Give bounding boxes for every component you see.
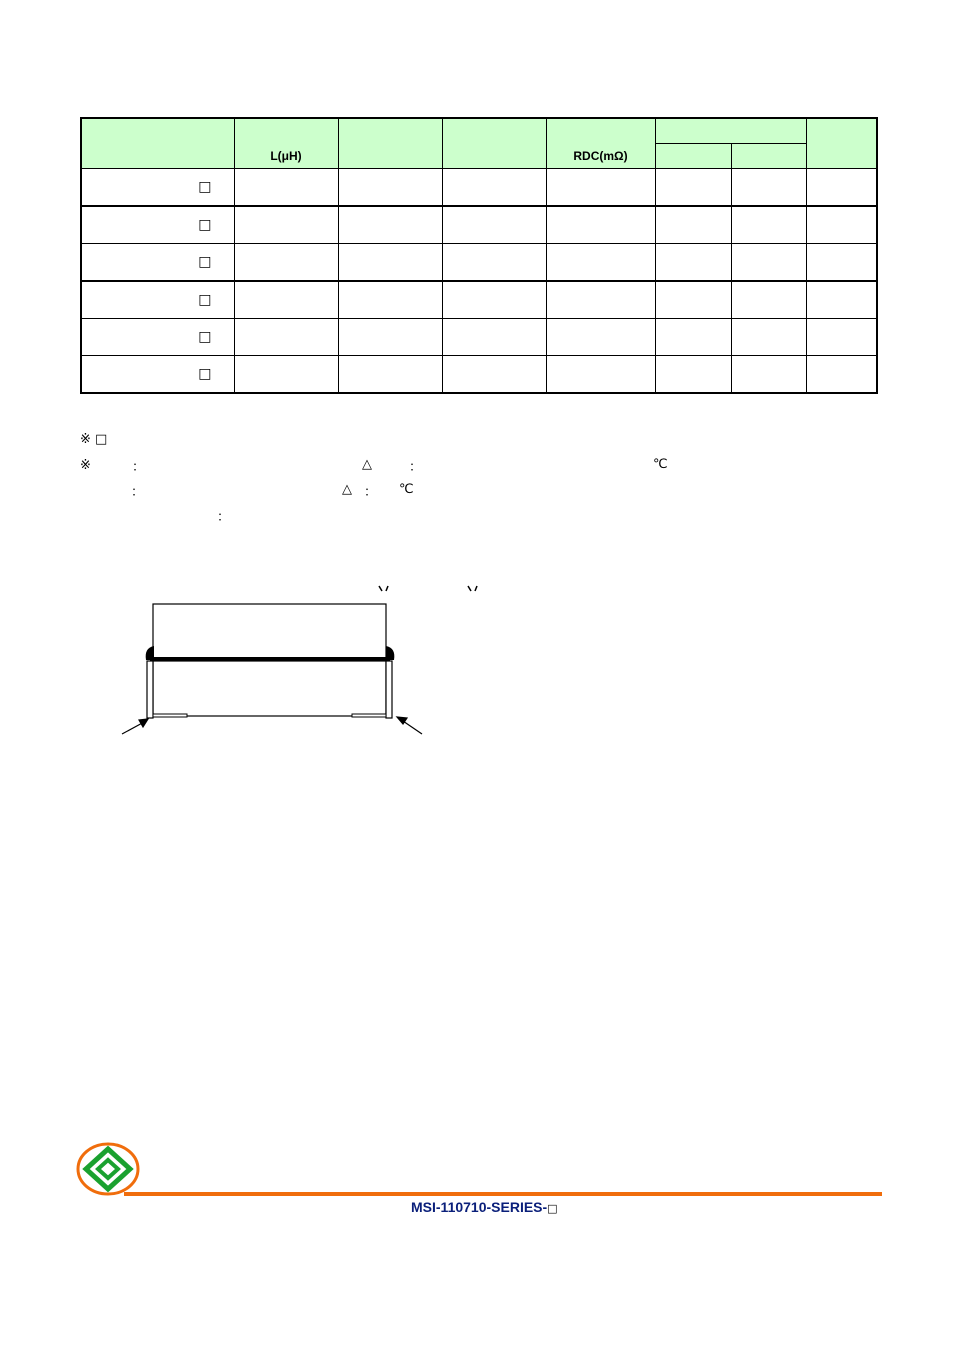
note-colon: ：: [217, 510, 231, 525]
document-code-suffix: □: [547, 1202, 558, 1215]
part-checkbox-mark: □: [198, 329, 212, 345]
pad-left: [153, 714, 187, 717]
header-last: [806, 118, 877, 169]
part-checkbox-mark: □: [198, 179, 212, 195]
part-cell: [81, 169, 234, 207]
table-row: [81, 356, 877, 394]
footer-rule: [124, 1192, 882, 1196]
part-checkbox-mark: □: [198, 254, 212, 270]
part-cell: [81, 206, 234, 244]
part-checkbox-mark: □: [198, 217, 212, 233]
note-colon: ：: [409, 460, 423, 475]
header-inductance: L(μH): [234, 118, 338, 169]
note-colon: ：: [364, 485, 378, 500]
header-sub1: [655, 144, 731, 169]
header-sub2: [731, 144, 806, 169]
table-row: [81, 169, 877, 207]
table-row: [81, 244, 877, 282]
header-part: [81, 118, 234, 169]
header-col3: [338, 118, 442, 169]
spec-table: [80, 117, 878, 394]
component-diagram: [110, 578, 510, 738]
note-line-1: ※ □: [80, 432, 108, 447]
dimension-tick-marks: [379, 586, 477, 591]
document-code: [411, 1199, 558, 1215]
part-checkbox-mark: □: [198, 366, 212, 382]
part-checkbox-mark: □: [198, 292, 212, 308]
document-code-text: MSI-110710-SERIES-: [411, 1199, 548, 1215]
part-cell: [81, 356, 234, 394]
table-row: [81, 206, 877, 244]
table-row: [81, 319, 877, 356]
company-logo: [75, 1140, 141, 1198]
core-bottom: [153, 661, 386, 716]
table-row: [81, 281, 877, 319]
core-top: [153, 604, 386, 659]
header-col4: [442, 118, 546, 169]
part-cell: [81, 281, 234, 319]
celsius-symbol: ℃: [653, 457, 668, 472]
pointer-arrow-left: [122, 719, 148, 734]
header-group: [655, 118, 806, 144]
note-colon: ：: [132, 460, 146, 475]
note-mark: ※: [80, 458, 91, 473]
terminal-left: [147, 661, 153, 718]
header-rdc: RDC(mΩ): [546, 118, 655, 169]
note-colon: ：: [131, 485, 145, 500]
pad-right: [352, 714, 386, 717]
pointer-arrow-right: [397, 717, 422, 734]
terminal-right: [386, 661, 392, 718]
triangle-symbol: △: [362, 457, 372, 472]
part-cell: [81, 244, 234, 282]
triangle-symbol: △: [342, 482, 352, 497]
celsius-symbol: ℃: [399, 482, 414, 497]
part-cell: [81, 319, 234, 356]
